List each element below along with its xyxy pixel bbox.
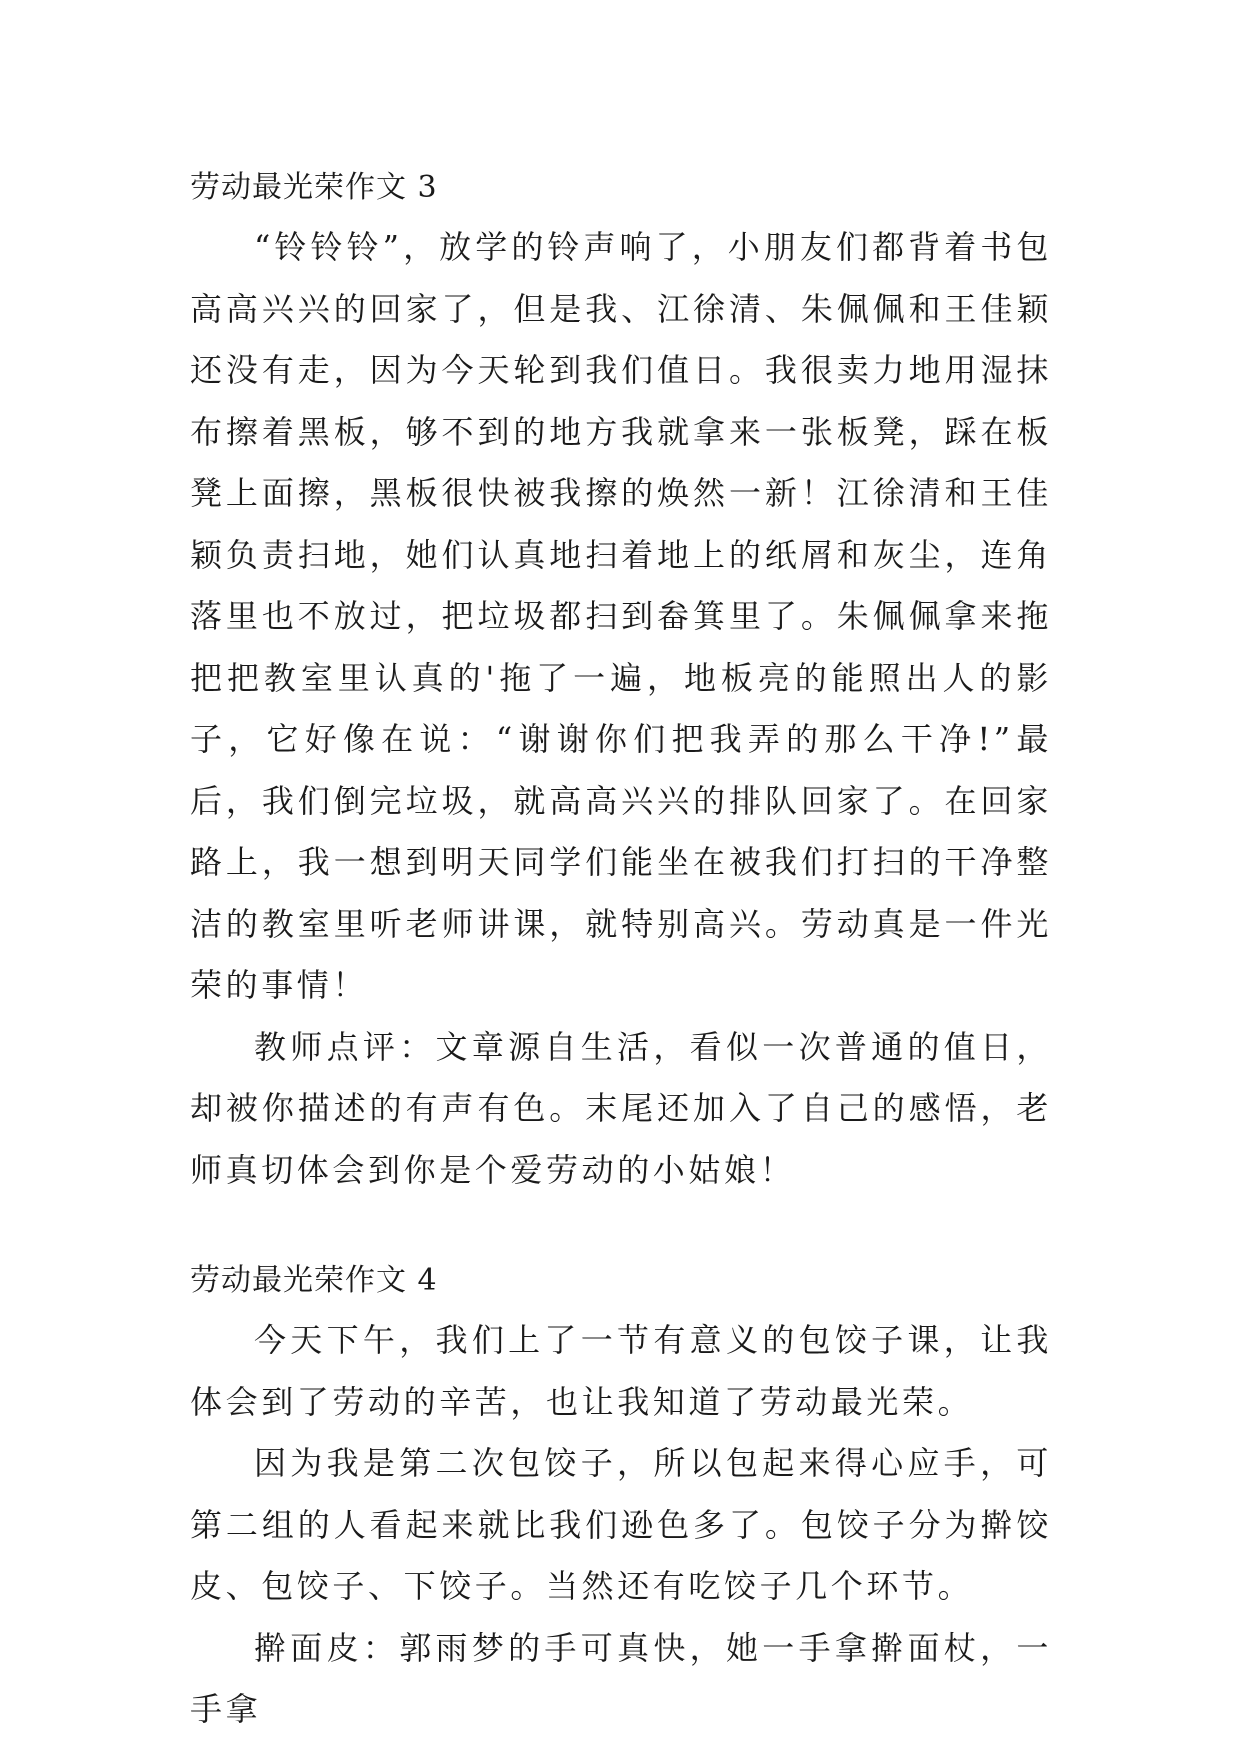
- essay-paragraph: 今天下午，我们上了一节有意义的包饺子课，让我体会到了劳动的辛苦，也让我知道了劳动最光荣。: [190, 1321, 1052, 1421]
- essay-section-3: [190, 159, 1052, 1201]
- essay-paragraph: 因为我是第二次包饺子，所以包起来得心应手，可第二组的人看起来就比我们逊色多了。包饺子分为擀饺皮、包饺子、下饺子。当然还有吃饺子几个环节。: [190, 1444, 1052, 1605]
- document-page: [190, 159, 1052, 1741]
- essay-section-4: [190, 1252, 1052, 1741]
- essay-title: 劳动最光荣作文 4: [190, 1263, 438, 1298]
- essay-paragraph: 擀面皮：郭雨梦的手可真快，她一手拿擀面杖，一手拿: [190, 1628, 1052, 1728]
- essay-paragraph: “铃铃铃”，放学的铃声响了，小朋友们都背着书包高高兴兴的回家了，但是我、江徐清、朱佩佩和王佳颖还没有走，因为今天轮到我们值日。我很卖力地用湿抹布擦着黑板，够不到的地方我就拿来一张板凳，踩在板凳上面擦，黑板很快被我擦的焕然一新！江徐清和王佳颖负责扫地，她们认真地扫着地上的纸屑和灰尘，连角落里也不放过，把垃圾都扫到畚箕里了。朱佩佩拿来拖把把教室里认真的'拖了一遍，地板亮的能照出人的影子，它好像在说：“谢谢你们把我弄的那么干净!”最后，我们倒完垃圾，就高高兴兴的排队回家了。在回家路上，我一想到明天同学们能坐在被我们打扫的干净整洁的教室里听老师讲课，就特别高兴。劳动真是一件光荣的事情！: [190, 228, 1052, 1004]
- teacher-comment-paragraph: 教师点评：文章源自生活，看似一次普通的值日，却被你描述的有声有色。末尾还加入了自己的感悟，老师真切体会到你是个爱劳动的小姑娘！: [190, 1027, 1052, 1189]
- essay-title: 劳动最光荣作文 3: [190, 170, 438, 205]
